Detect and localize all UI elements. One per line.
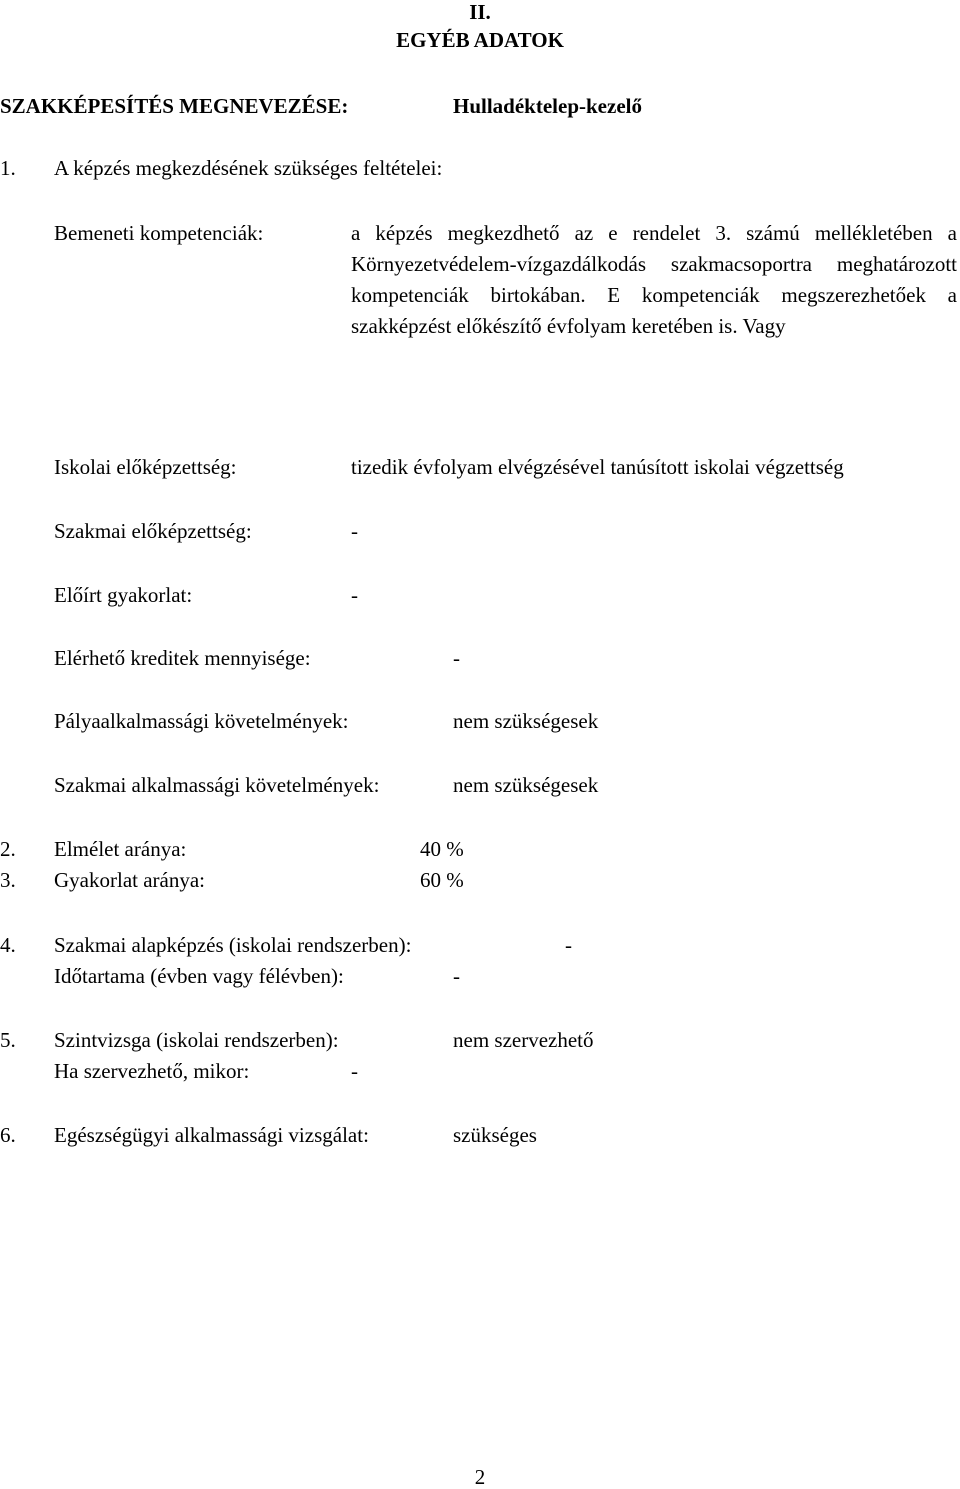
professional-aptitude-label: Szakmai alkalmassági követelmények: [54,773,380,797]
entry-competencies-label: Bemeneti kompetenciák: [54,221,264,245]
item-1-title: A képzés megkezdésének szükséges feltételei: [54,156,443,180]
item-5-number: 5. [0,1028,16,1052]
item-3-number: 3. [0,868,16,892]
professional-prerequisite-value: - [351,519,358,543]
professional-aptitude-value: nem szükségesek [453,773,599,797]
item-4-sub-label: Időtartama (évben vagy félévben): [54,964,344,988]
section-number: II. [469,0,491,24]
item-5-sub-label: Ha szervezhető, mikor: [54,1059,250,1083]
item-3-value: 60 % [420,868,464,892]
item-2-label: Elmélet aránya: [54,837,187,861]
item-5-sub-value: - [351,1059,358,1083]
career-aptitude-value: nem szükségesek [453,709,599,733]
career-aptitude-label: Pályaalkalmassági követelmények: [54,709,349,733]
page-number: 2 [474,1465,486,1489]
credits-value: - [453,646,460,670]
item-4-sub-value: - [453,964,460,988]
item-5-label: Szintvizsga (iskolai rendszerben): [54,1028,339,1052]
professional-prerequisite-label: Szakmai előképzettség: [54,519,252,543]
item-2-value: 40 % [420,837,464,861]
section-title: EGYÉB ADATOK [396,28,564,52]
item-3-label: Gyakorlat aránya: [54,868,206,892]
entry-competencies-text: a képzés megkezdhető az e rendelet 3. számú mellékletében a Környezetvédelem-vízgazdálkodás szakmacsoportra meghatározott kompetenciák birtokában. E kompetenciák megszerezhetőek a szakképzést előkészítő évfolyam keretében is. Vagy [351,221,957,338]
item-5-value: nem szervezhető [453,1028,594,1052]
item-1-number: 1. [0,156,16,180]
credits-label: Elérhető kreditek mennyisége: [54,646,311,670]
item-6-number: 6. [0,1123,16,1147]
item-2-number: 2. [0,837,16,861]
qualification-label: SZAKKÉPESÍTÉS MEGNEVEZÉSE: [0,94,349,118]
item-4-number: 4. [0,933,16,957]
school-prerequisite-label: Iskolai előképzettség: [54,455,237,479]
qualification-value: Hulladéktelep-kezelő [453,94,642,118]
item-6-label: Egészségügyi alkalmassági vizsgálat: [54,1123,369,1147]
required-practice-label: Előírt gyakorlat: [54,583,193,607]
school-prerequisite-value: tizedik évfolyam elvégzésével tanúsított iskolai végzettség [351,455,844,479]
item-4-value: - [565,933,572,957]
item-6-value: szükséges [453,1123,537,1147]
required-practice-value: - [351,583,358,607]
item-4-label: Szakmai alapképzés (iskolai rendszerben): [54,933,412,957]
